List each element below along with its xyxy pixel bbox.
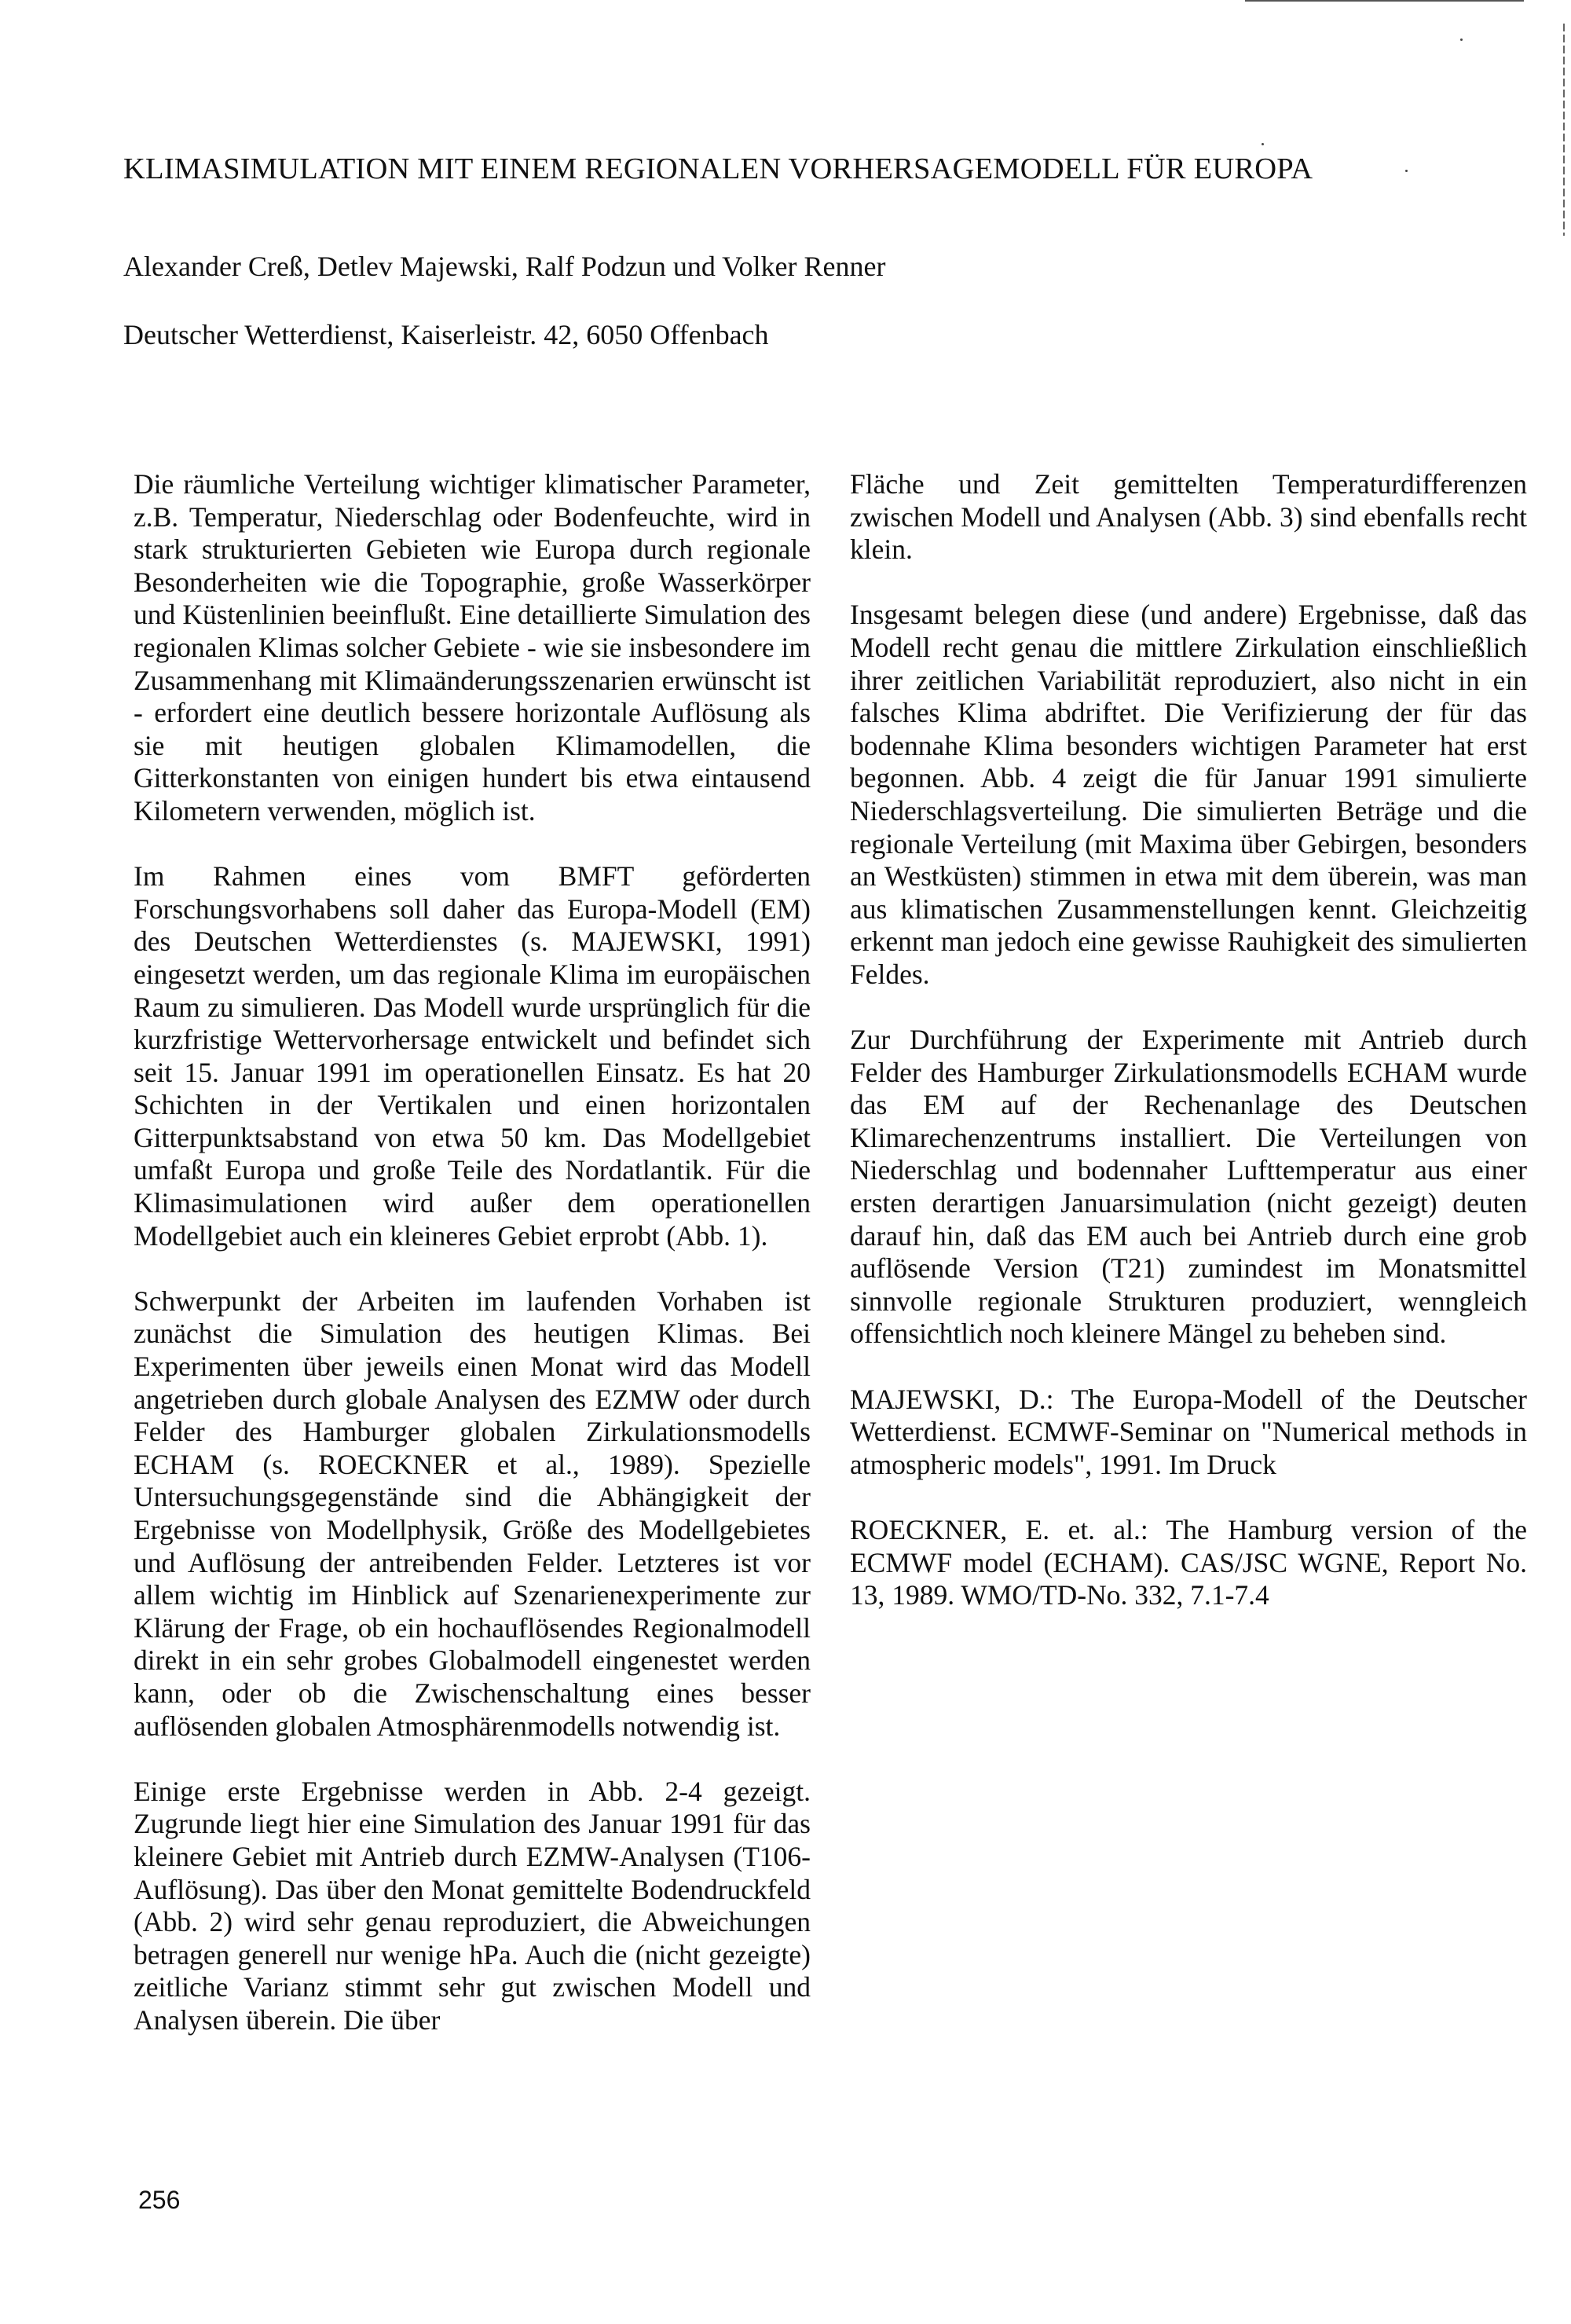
paragraph: Insgesamt belegen diese (und andere) Ergebnisse, daß das Modell recht genau die mittlere Zirkulation einschließlich ihrer zeitlichen Variabilität reproduziert, also nicht in ein falsches Klima abdriftet. Die Verifizierung der für das bodennahe Klima besonders wichtigen Parameter hat erst begonnen. Abb. 4 zeigt die für Januar 1991 simulierte Niederschlagsverteilung. Die simulierten Beträge und die regionale Verteilung (mit Maxima über Gebirgen, besonders an Westküsten) stimmen in etwa mit dem überein, was man aus klimatischen Zusammenstellungen kennt. Gleichzeitig erkennt man jedoch eine gewisse Rauhigkeit des simulierten Feldes.: [850, 599, 1527, 990]
paragraph: Im Rahmen eines vom BMFT geförderten Forschungsvorhabens soll daher das Europa-Modell (EM) des Deutschen Wetterdienstes (s. MAJEWSKI, 1991) eingesetzt werden, um das regionale Klima im europäischen Raum zu simulieren. Das Modell wurde ursprünglich für die kurzfristige Wettervorhersage entwickelt und befindet sich seit 15. Januar 1991 im operationellen Einsatz. Es hat 20 Schichten in der Vertikalen und einen horizontalen Gitterpunktsabstand von etwa 50 km. Das Modellgebiet umfaßt Europa und große Teile des Nordatlantik. Für die Klimasimulationen wird außer dem operationellen Modellgebiet auch ein kleineres Gebiet erprobt (Abb. 1).: [134, 860, 811, 1252]
paragraph: Die räumliche Verteilung wichtiger klimatischer Parameter, z.B. Temperatur, Niederschlag oder Bodenfeuchte, wird in stark strukturierten Gebieten wie Europa durch regionale Besonderheiten wie die Topographie, große Wasserkörper und Küstenlinien beeinflußt. Eine detaillierte Simulation des regionalen Klimas solcher Gebiete - wie sie insbesondere im Zusammenhang mit Klimaänderungsszenarien erwünscht ist - erfordert eine deutlich bessere horizontale Auflösung als sie mit heutigen globalen Klimamodellen, die Gitterkonstanten von einigen hundert bis etwa eintausend Kilometern verwenden, möglich ist.: [134, 468, 811, 827]
page-number: 256: [138, 2186, 181, 2214]
reference-item: MAJEWSKI, D.: The Europa-Modell of the Deutscher Wetterdienst. ECMWF-Seminar on "Numerical methods in atmospheric models", 1991. Im Druck: [850, 1383, 1527, 1480]
paragraph: Zur Durchführung der Experimente mit Antrieb durch Felder des Hamburger Zirkulationsmodells ECHAM wurde das EM auf der Rechenanlage des Deutschen Klimarechenzentrums installiert. Die Verteilungen von Niederschlag und bodennaher Lufttemperatur aus einer ersten derartigen Januarsimulation (nicht gezeigt) deuten darauf hin, daß das EM auch bei Antrieb durch eine grob auflösende Version (T21) zumindest im Monatsmittel sinnvolle regionale Strukturen produziert, wenngleich offensichtlich noch kleinere Mängel zu beheben sind.: [850, 1024, 1527, 1350]
paragraph: Schwerpunkt der Arbeiten im laufenden Vorhaben ist zunächst die Simulation des heutigen Klimas. Bei Experimenten über jeweils einen Monat wird das Modell angetrieben durch globale Analysen des EZMW oder durch Felder des Hamburger globalen Zirkulationsmodells ECHAM (s. ROECKNER et al., 1989). Spezielle Untersuchungsgegenstände sind die Abhängigkeit der Ergebnisse von Modellphysik, Größe des Modellgebietes und Auflösung der antreibenden Felder. Letzteres ist vor allem wichtig im Hinblick auf Szenarienexperimente zur Klärung der Frage, ob ein hochauflösendes Regionalmodell direkt in ein sehr grobes Globalmodell eingenestet werden kann, oder ob die Zwischenschaltung eines besser auflösenden globalen Atmosphärenmodells notwendig ist.: [134, 1285, 811, 1742]
scan-border-right: [1563, 24, 1565, 236]
scan-border-top: [1245, 0, 1524, 2]
reference-item: ROECKNER, E. et. al.: The Hamburg version of the ECMWF model (ECHAM). CAS/JSC WGNE, Report No. 13, 1989. WMO/TD-No. 332, 7.1-7.4: [850, 1514, 1527, 1611]
author-list: Alexander Creß, Detlev Majewski, Ralf Podzun und Volker Renner: [123, 251, 886, 282]
left-column: [134, 468, 811, 2069]
scan-speck: [1262, 143, 1264, 145]
references: [850, 1384, 1527, 1612]
right-column: [850, 468, 1527, 1644]
paper-title: KLIMASIMULATION MIT EINEM REGIONALEN VORHERSAGEMODELL FÜR EUROPA: [123, 152, 1313, 185]
paragraph: Fläche und Zeit gemittelten Temperaturdifferenzen zwischen Modell und Analysen (Abb. 3) sind ebenfalls recht klein.: [850, 468, 1527, 566]
paragraph: Einige erste Ergebnisse werden in Abb. 2-4 gezeigt. Zugrunde liegt hier eine Simulation des Januar 1991 für das kleinere Gebiet mit Antrieb durch EZMW-Analysen (T106-Auflösung). Das über den Monat gemittelte Bodendruckfeld (Abb. 2) wird sehr genau reproduziert, die Abweichungen betragen generell nur wenige hPa. Auch die (nicht gezeigte) zeitliche Varianz stimmt sehr gut zwischen Modell und Analysen überein. Die über: [134, 1775, 811, 2036]
scan-speck: [1460, 38, 1463, 41]
scan-speck: [1405, 170, 1408, 172]
affiliation: Deutscher Wetterdienst, Kaiserleistr. 42, 6050 Offenbach: [123, 319, 769, 350]
